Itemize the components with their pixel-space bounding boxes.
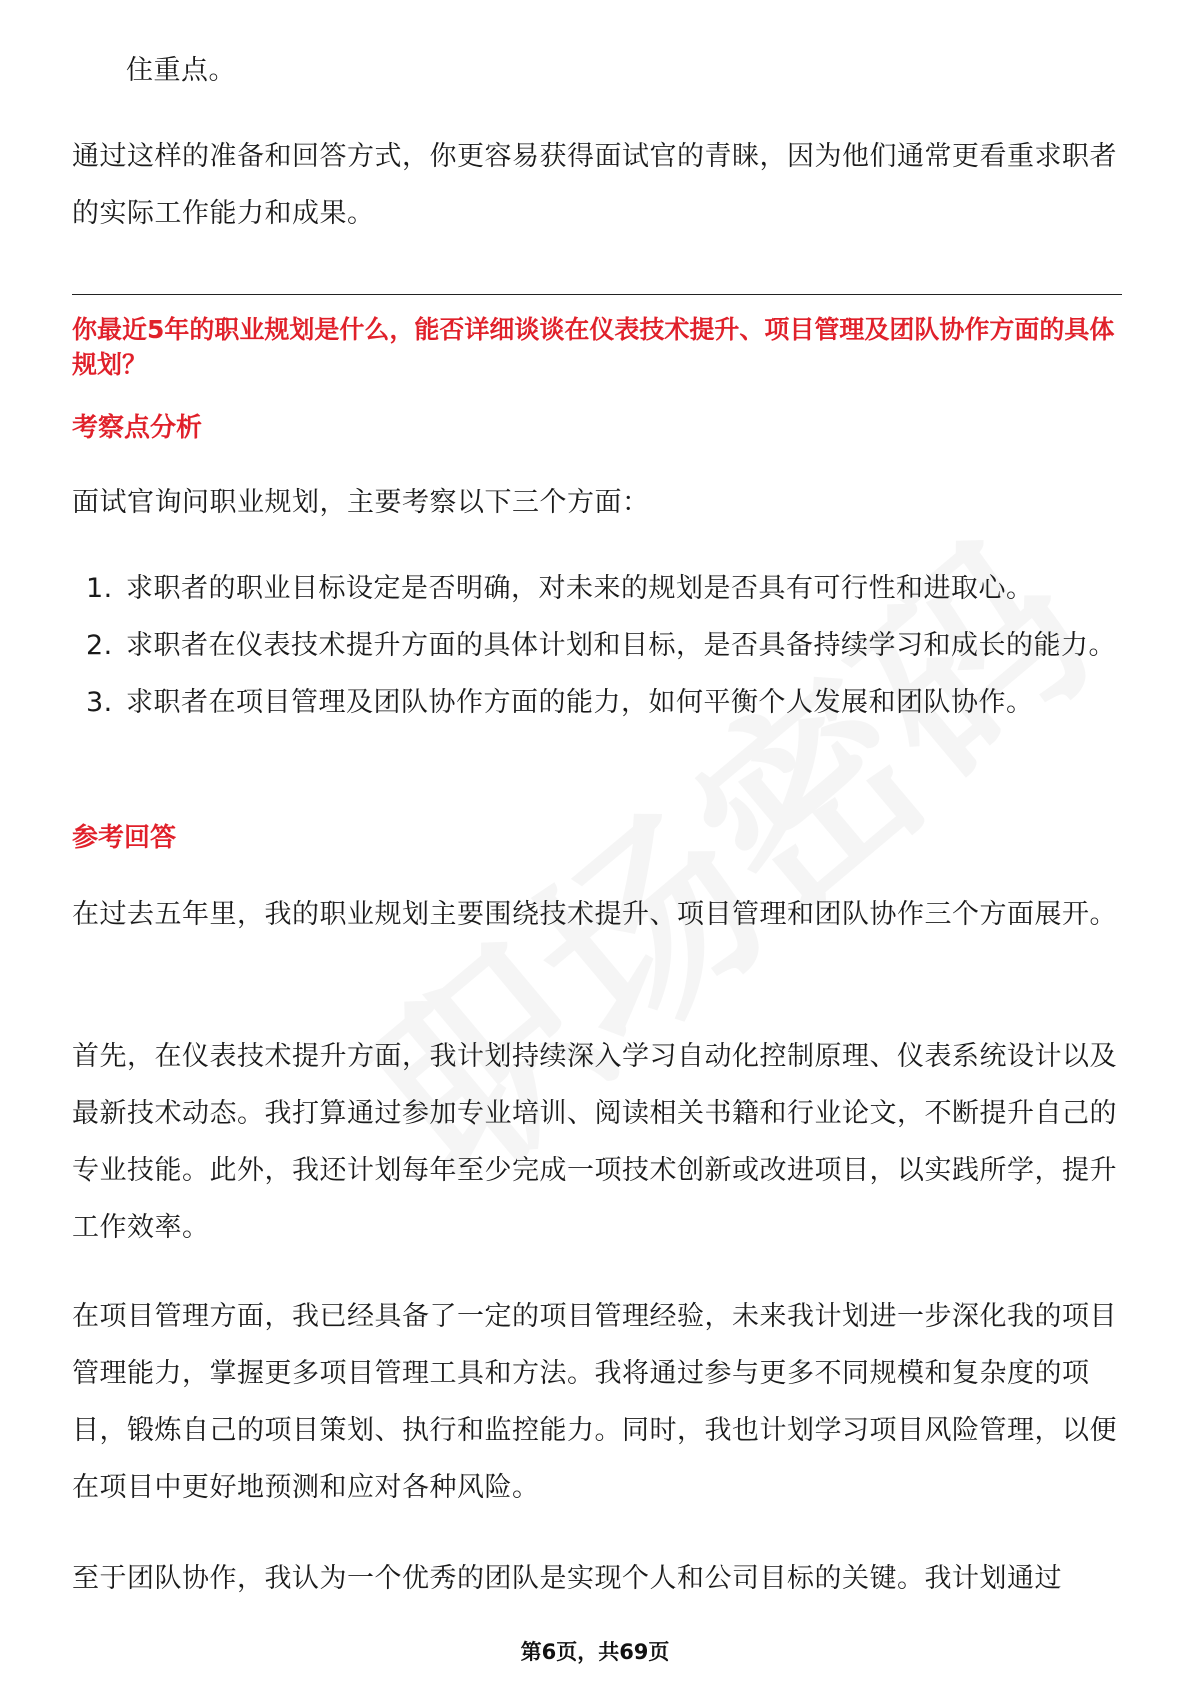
- continuation-text: 住重点。: [126, 55, 236, 86]
- page-footer: 第6页，共69页: [520, 1640, 670, 1664]
- answer-heading: 参考回答: [72, 823, 177, 853]
- list-number: 1.: [86, 573, 113, 604]
- answer-paragraph: 至于团队协作，我认为一个优秀的团队是实现个人和公司目标的关键。我计划通过: [72, 1563, 1062, 1594]
- question-heading: 你最近5年的职业规划是什么，能否详细谈谈在仪表技术提升、项目管理及团队协作方面的具体规划？: [72, 315, 1115, 379]
- list-number: 2.: [86, 630, 113, 661]
- list-number: 3.: [86, 687, 113, 718]
- list-item: [72, 617, 1122, 674]
- section-divider: [72, 294, 1122, 295]
- analysis-list: [72, 560, 1122, 731]
- list-item-text: 求职者在仪表技术提升方面的具体计划和目标，是否具备持续学习和成长的能力。: [126, 630, 1116, 661]
- intro-paragraph: 通过这样的准备和回答方式，你更容易获得面试官的青睐，因为他们通常更看重求职者的实际工作能力和成果。: [72, 141, 1117, 229]
- list-item-text: 求职者在项目管理及团队协作方面的能力，如何平衡个人发展和团队协作。: [126, 687, 1034, 718]
- analysis-intro: 面试官询问职业规划，主要考察以下三个方面：: [72, 487, 650, 518]
- answer-paragraph: 首先，在仪表技术提升方面，我计划持续深入学习自动化控制原理、仪表系统设计以及最新技术动态。我打算通过参加专业培训、阅读相关书籍和行业论文，不断提升自己的专业技能。此外，我还计划每年至少完成一项技术创新或改进项目，以实践所学，提升工作效率。: [72, 1041, 1117, 1243]
- list-item: [72, 560, 1122, 617]
- analysis-heading: 考察点分析: [72, 413, 203, 443]
- list-item: [72, 674, 1122, 731]
- answer-paragraph: 在项目管理方面，我已经具备了一定的项目管理经验，未来我计划进一步深化我的项目管理能力，掌握更多项目管理工具和方法。我将通过参与更多不同规模和复杂度的项目，锻炼自己的项目策划、执行和监控能力。同时，我也计划学习项目风险管理，以便在项目中更好地预测和应对各种风险。: [72, 1301, 1117, 1503]
- answer-paragraph: 在过去五年里，我的职业规划主要围绕技术提升、项目管理和团队协作三个方面展开。: [72, 899, 1117, 930]
- list-item-text: 求职者的职业目标设定是否明确，对未来的规划是否具有可行性和进取心。: [126, 573, 1034, 604]
